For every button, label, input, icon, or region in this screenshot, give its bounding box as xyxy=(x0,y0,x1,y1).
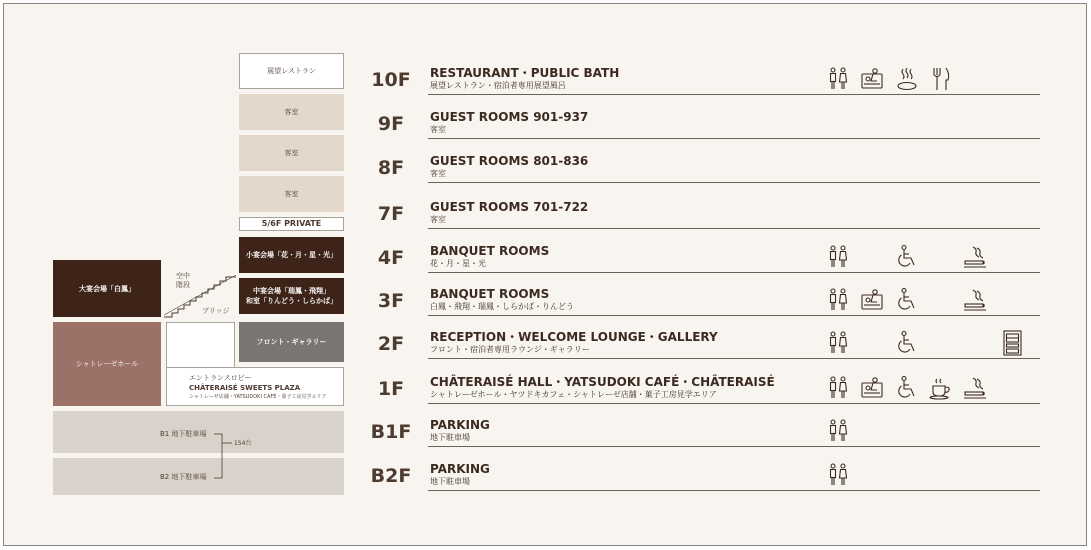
floor-title: CHÂTERAISÉ HALL・YATSUDOKI CAFÉ・CHÂTERAISÉ xyxy=(430,375,775,389)
parking-b1-label: B1 地下駐車場 xyxy=(160,430,207,438)
lobby-label-en: CHÂTERAISÉ SWEETS PLAZA xyxy=(189,383,301,392)
diagram-chateraise-hall: シャトレーゼホール xyxy=(53,322,161,406)
nursing-room-icon xyxy=(860,66,884,92)
restroom-icon xyxy=(826,462,850,488)
nursing-room-icon xyxy=(860,287,884,313)
smoking-area-icon xyxy=(963,287,987,313)
diagram-medium-hall-line-2: 和室「りんどう・しらかば」 xyxy=(246,297,337,305)
restroom-icon xyxy=(826,287,850,313)
floor-number: B2F xyxy=(370,465,412,487)
floor-number: 8F xyxy=(377,157,405,179)
cafe-icon xyxy=(929,375,953,401)
floor-number: 3F xyxy=(377,290,405,312)
floor-title: RECEPTION・WELCOME LOUNGE・GALLERY xyxy=(430,330,718,344)
floor-title: PARKING xyxy=(430,462,490,476)
diagram-entrance-lobby xyxy=(166,367,344,406)
floor-divider xyxy=(428,228,1040,229)
floor-subtitle: フロント・宿泊者専用ラウンジ・ギャラリー xyxy=(430,345,590,354)
restroom-icon xyxy=(826,330,850,356)
floor-title: GUEST ROOMS 901-937 xyxy=(430,110,589,124)
lobby-label-sub: シャトレーゼ店舗・YATSUDOKI CAFÉ・菓子工房見学エリア xyxy=(189,393,327,400)
diagram-guest-room-8f: 客室 xyxy=(239,135,344,171)
floor-subtitle: 地下駐車場 xyxy=(430,477,470,486)
diagram-front-gallery: フロント・ギャラリー xyxy=(239,322,344,362)
restaurant-icon xyxy=(929,66,953,92)
floor-divider xyxy=(428,182,1040,183)
lobby-label-jp: エントランスロビー xyxy=(189,373,252,382)
vending-machine-icon xyxy=(1000,330,1024,356)
parking-count: 154台 xyxy=(234,440,252,447)
floor-number: 2F xyxy=(377,333,405,355)
restroom-icon xyxy=(826,66,850,92)
floor-number: 9F xyxy=(377,113,405,135)
diagram-guest-room-7f: 客室 xyxy=(239,176,344,212)
stairs-label-1: 空中 xyxy=(176,272,190,280)
floor-title: RESTAURANT・PUBLIC BATH xyxy=(430,66,620,80)
floor-divider xyxy=(428,490,1040,491)
floor-subtitle: 展望レストラン・宿泊者専用展望風呂 xyxy=(430,81,566,90)
wheelchair-icon xyxy=(895,330,919,356)
floor-divider xyxy=(428,138,1040,139)
floor-subtitle: 客室 xyxy=(430,215,446,224)
floor-divider xyxy=(428,272,1040,273)
floor-divider xyxy=(428,94,1040,95)
floor-subtitle: 地下駐車場 xyxy=(430,433,470,442)
stairs-label-2: 階段 xyxy=(176,281,190,289)
restroom-icon xyxy=(826,244,850,270)
diagram-guest-room-9f: 客室 xyxy=(239,94,344,130)
floor-title: BANQUET ROOMS xyxy=(430,244,550,258)
restroom-icon xyxy=(826,375,850,401)
parking-bracket xyxy=(214,432,236,480)
nursing-room-icon xyxy=(860,375,884,401)
bridge-label: ブリッジ xyxy=(202,307,230,315)
smoking-area-icon xyxy=(963,244,987,270)
floor-number: 7F xyxy=(377,203,405,225)
floor-divider xyxy=(428,446,1040,447)
floor-title: GUEST ROOMS 701-722 xyxy=(430,200,589,214)
floor-subtitle: 客室 xyxy=(430,169,446,178)
smoking-area-icon xyxy=(963,375,987,401)
wheelchair-icon xyxy=(895,244,919,270)
floor-subtitle: 白鳳・飛翔・瑞鳳・しらかば・りんどう xyxy=(430,302,574,311)
floor-number: 4F xyxy=(377,247,405,269)
floor-title: GUEST ROOMS 801-836 xyxy=(430,154,589,168)
diagram-restaurant: 展望レストラン xyxy=(239,53,344,89)
hot-spring-icon xyxy=(895,66,919,92)
floor-title: BANQUET ROOMS xyxy=(430,287,550,301)
floor-divider xyxy=(428,403,1040,404)
diagram-large-banquet-hall: 大宴会場「白鳳」 xyxy=(53,260,161,317)
floor-subtitle: シャトレーゼホール・ヤツドキカフェ・シャトレーゼ店舗・菓子工房見学エリア xyxy=(430,390,717,399)
floor-title: PARKING xyxy=(430,418,490,432)
diagram-small-banquet-hall: 小宴会場「花・月・星・光」 xyxy=(239,237,344,273)
floor-number: B1F xyxy=(370,421,412,443)
restroom-icon xyxy=(826,418,850,444)
floor-divider xyxy=(428,315,1040,316)
diagram-medium-hall-line-1: 中宴会場「瑞鳳・飛翔」 xyxy=(253,287,330,295)
floor-divider xyxy=(428,358,1040,359)
diagram-medium-banquet-hall xyxy=(239,278,344,314)
parking-b2-label: B2 地下駐車場 xyxy=(160,473,207,481)
floor-subtitle: 客室 xyxy=(430,125,446,134)
diagram-private-floors: 5/6F PRIVATE xyxy=(239,217,344,231)
floor-number: 1F xyxy=(377,378,405,400)
diagram-atrium xyxy=(166,322,235,368)
floor-number: 10F xyxy=(371,69,411,91)
wheelchair-icon xyxy=(895,287,919,313)
floor-subtitle: 花・月・星・光 xyxy=(430,259,486,268)
wheelchair-icon xyxy=(895,375,919,401)
